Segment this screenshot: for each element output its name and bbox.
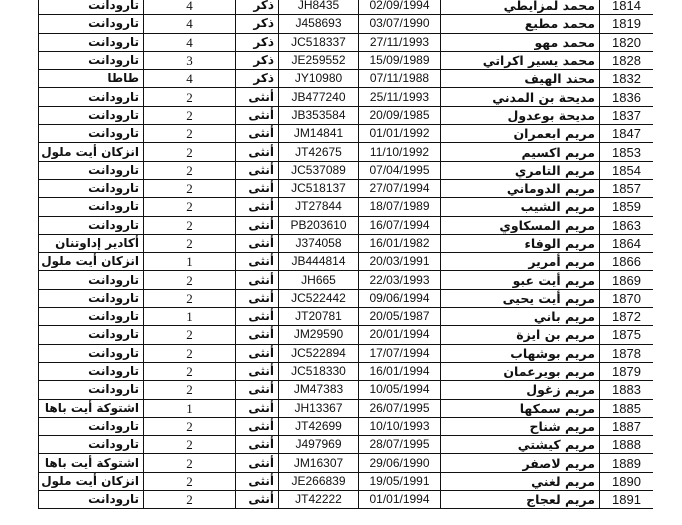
gender-cell: أنثى bbox=[236, 491, 279, 509]
table-row bbox=[39, 491, 654, 509]
table-row bbox=[39, 253, 654, 271]
city-cell: طاطا bbox=[39, 70, 144, 88]
birth-date-cell: 29/06/1990 bbox=[359, 454, 441, 472]
count-cell: 2 bbox=[144, 198, 236, 216]
table-row bbox=[39, 234, 654, 252]
id-number-cell: JH13367 bbox=[279, 399, 359, 417]
name-cell: مريم لعجاج bbox=[441, 491, 600, 509]
count-cell: 2 bbox=[144, 88, 236, 106]
gender-cell: أنثى bbox=[236, 472, 279, 490]
id-number-cell: JE266839 bbox=[279, 472, 359, 490]
name-cell: محمد يسير اكراتي bbox=[441, 51, 600, 69]
birth-date-cell: 01/01/1992 bbox=[359, 125, 441, 143]
gender-cell: أنثى bbox=[236, 106, 279, 124]
row-number-cell: 1832 bbox=[600, 70, 654, 88]
count-cell: 2 bbox=[144, 417, 236, 435]
row-number-cell: 1872 bbox=[600, 308, 654, 326]
name-cell: مريم كيشتي bbox=[441, 436, 600, 454]
table-row bbox=[39, 326, 654, 344]
id-number-cell: JT42699 bbox=[279, 417, 359, 435]
row-number-cell: 1828 bbox=[600, 51, 654, 69]
name-cell: محمد لمزايطي bbox=[441, 0, 600, 15]
id-number-cell: JB477240 bbox=[279, 88, 359, 106]
row-number-cell: 1869 bbox=[600, 271, 654, 289]
city-cell: تارودانت bbox=[39, 15, 144, 33]
table-row bbox=[39, 198, 654, 216]
name-cell: محمد مطيع bbox=[441, 15, 600, 33]
row-number-cell: 1863 bbox=[600, 216, 654, 234]
row-number-cell: 1864 bbox=[600, 234, 654, 252]
birth-date-cell: 01/01/1994 bbox=[359, 491, 441, 509]
name-cell: مريم لغني bbox=[441, 472, 600, 490]
gender-cell: أنثى bbox=[236, 88, 279, 106]
table-row bbox=[39, 381, 654, 399]
row-number-cell: 1879 bbox=[600, 362, 654, 380]
row-number-cell: 1891 bbox=[600, 491, 654, 509]
birth-date-cell: 03/07/1990 bbox=[359, 15, 441, 33]
city-cell: تارودانت bbox=[39, 198, 144, 216]
city-cell: اشتوكة أيت باها bbox=[39, 399, 144, 417]
city-cell: تارودانت bbox=[39, 179, 144, 197]
count-cell: 2 bbox=[144, 436, 236, 454]
table-row bbox=[39, 417, 654, 435]
birth-date-cell: 20/09/1985 bbox=[359, 106, 441, 124]
id-number-cell: JM47383 bbox=[279, 381, 359, 399]
table-row bbox=[39, 399, 654, 417]
id-number-cell: JC518137 bbox=[279, 179, 359, 197]
name-cell: مريم اكسيم bbox=[441, 143, 600, 161]
name-cell: مريم الشيب bbox=[441, 198, 600, 216]
birth-date-cell: 16/01/1982 bbox=[359, 234, 441, 252]
gender-cell: أنثى bbox=[236, 344, 279, 362]
city-cell: تارودانت bbox=[39, 344, 144, 362]
birth-date-cell: 25/11/1993 bbox=[359, 88, 441, 106]
count-cell: 2 bbox=[144, 344, 236, 362]
candidates-table bbox=[38, 0, 653, 509]
name-cell: مريم بويرعمان bbox=[441, 362, 600, 380]
count-cell: 3 bbox=[144, 51, 236, 69]
count-cell: 1 bbox=[144, 399, 236, 417]
count-cell: 2 bbox=[144, 271, 236, 289]
name-cell: محند الهيف bbox=[441, 70, 600, 88]
name-cell: محمد مهو bbox=[441, 33, 600, 51]
gender-cell: أنثى bbox=[236, 234, 279, 252]
city-cell: تارودانت bbox=[39, 33, 144, 51]
row-number-cell: 1819 bbox=[600, 15, 654, 33]
name-cell: مريم سمكها bbox=[441, 399, 600, 417]
id-number-cell: JT27844 bbox=[279, 198, 359, 216]
id-number-cell: JE259552 bbox=[279, 51, 359, 69]
count-cell: 2 bbox=[144, 106, 236, 124]
city-cell: انزكان أيت ملول bbox=[39, 472, 144, 490]
birth-date-cell: 20/01/1994 bbox=[359, 326, 441, 344]
count-cell: 1 bbox=[144, 253, 236, 271]
table-row bbox=[39, 362, 654, 380]
birth-date-cell: 11/10/1992 bbox=[359, 143, 441, 161]
id-number-cell: JC522442 bbox=[279, 289, 359, 307]
name-cell: مريم زغول bbox=[441, 381, 600, 399]
count-cell: 2 bbox=[144, 491, 236, 509]
birth-date-cell: 17/07/1994 bbox=[359, 344, 441, 362]
birth-date-cell: 09/06/1994 bbox=[359, 289, 441, 307]
count-cell: 2 bbox=[144, 143, 236, 161]
count-cell: 4 bbox=[144, 70, 236, 88]
count-cell: 1 bbox=[144, 308, 236, 326]
city-cell: تارودانت bbox=[39, 326, 144, 344]
gender-cell: أنثى bbox=[236, 253, 279, 271]
birth-date-cell: 10/10/1993 bbox=[359, 417, 441, 435]
birth-date-cell: 02/09/1994 bbox=[359, 0, 441, 15]
name-cell: مريم الوفاء bbox=[441, 234, 600, 252]
name-cell: مريم بن ايزة bbox=[441, 326, 600, 344]
birth-date-cell: 20/03/1991 bbox=[359, 253, 441, 271]
table-row bbox=[39, 125, 654, 143]
gender-cell: ذكر bbox=[236, 0, 279, 15]
city-cell: تارودانت bbox=[39, 289, 144, 307]
table-row bbox=[39, 289, 654, 307]
id-number-cell: JM16307 bbox=[279, 454, 359, 472]
row-number-cell: 1836 bbox=[600, 88, 654, 106]
table-row bbox=[39, 454, 654, 472]
gender-cell: ذكر bbox=[236, 70, 279, 88]
birth-date-cell: 07/11/1988 bbox=[359, 70, 441, 88]
id-number-cell: JH665 bbox=[279, 271, 359, 289]
city-cell: تارودانت bbox=[39, 308, 144, 326]
name-cell: مديحة بن المدني bbox=[441, 88, 600, 106]
gender-cell: أنثى bbox=[236, 216, 279, 234]
table-row bbox=[39, 344, 654, 362]
gender-cell: أنثى bbox=[236, 362, 279, 380]
count-cell: 2 bbox=[144, 216, 236, 234]
name-cell: مريم أيت عبو bbox=[441, 271, 600, 289]
row-number-cell: 1870 bbox=[600, 289, 654, 307]
row-number-cell: 1875 bbox=[600, 326, 654, 344]
id-number-cell: JC518337 bbox=[279, 33, 359, 51]
city-cell: تارودانت bbox=[39, 0, 144, 15]
id-number-cell: JT20781 bbox=[279, 308, 359, 326]
city-cell: أكادير إداوتنان bbox=[39, 234, 144, 252]
gender-cell: أنثى bbox=[236, 308, 279, 326]
name-cell: مريم أيت يحيى bbox=[441, 289, 600, 307]
gender-cell: ذكر bbox=[236, 15, 279, 33]
table-row bbox=[39, 88, 654, 106]
name-cell: مريم شناح bbox=[441, 417, 600, 435]
gender-cell: ذكر bbox=[236, 51, 279, 69]
gender-cell: أنثى bbox=[236, 326, 279, 344]
table-row bbox=[39, 70, 654, 88]
birth-date-cell: 22/03/1993 bbox=[359, 271, 441, 289]
table-row bbox=[39, 436, 654, 454]
birth-date-cell: 10/05/1994 bbox=[359, 381, 441, 399]
name-cell: مديحة بوعدول bbox=[441, 106, 600, 124]
city-cell: تارودانت bbox=[39, 417, 144, 435]
id-number-cell: JC522894 bbox=[279, 344, 359, 362]
city-cell: تارودانت bbox=[39, 88, 144, 106]
row-number-cell: 1890 bbox=[600, 472, 654, 490]
name-cell: مريم التامري bbox=[441, 161, 600, 179]
table-row bbox=[39, 33, 654, 51]
city-cell: تارودانت bbox=[39, 362, 144, 380]
gender-cell: ذكر bbox=[236, 33, 279, 51]
birth-date-cell: 28/07/1995 bbox=[359, 436, 441, 454]
row-number-cell: 1887 bbox=[600, 417, 654, 435]
id-number-cell: JH8435 bbox=[279, 0, 359, 15]
count-cell: 4 bbox=[144, 0, 236, 15]
table-row bbox=[39, 161, 654, 179]
count-cell: 2 bbox=[144, 326, 236, 344]
id-number-cell: JY10980 bbox=[279, 70, 359, 88]
count-cell: 2 bbox=[144, 472, 236, 490]
id-number-cell: JB444814 bbox=[279, 253, 359, 271]
table-row bbox=[39, 472, 654, 490]
id-number-cell: J458693 bbox=[279, 15, 359, 33]
gender-cell: أنثى bbox=[236, 436, 279, 454]
count-cell: 2 bbox=[144, 362, 236, 380]
birth-date-cell: 15/09/1989 bbox=[359, 51, 441, 69]
count-cell: 4 bbox=[144, 33, 236, 51]
id-number-cell: JT42675 bbox=[279, 143, 359, 161]
birth-date-cell: 19/05/1991 bbox=[359, 472, 441, 490]
city-cell: تارودانت bbox=[39, 106, 144, 124]
birth-date-cell: 07/04/1995 bbox=[359, 161, 441, 179]
id-number-cell: J374058 bbox=[279, 234, 359, 252]
gender-cell: أنثى bbox=[236, 161, 279, 179]
birth-date-cell: 27/07/1994 bbox=[359, 179, 441, 197]
table-row bbox=[39, 0, 654, 15]
table-row bbox=[39, 308, 654, 326]
birth-date-cell: 26/07/1995 bbox=[359, 399, 441, 417]
city-cell: تارودانت bbox=[39, 216, 144, 234]
city-cell: تارودانت bbox=[39, 161, 144, 179]
count-cell: 2 bbox=[144, 179, 236, 197]
row-number-cell: 1857 bbox=[600, 179, 654, 197]
count-cell: 2 bbox=[144, 289, 236, 307]
table-row bbox=[39, 179, 654, 197]
name-cell: مريم أمرير bbox=[441, 253, 600, 271]
count-cell: 2 bbox=[144, 454, 236, 472]
gender-cell: أنثى bbox=[236, 399, 279, 417]
table-row bbox=[39, 106, 654, 124]
row-number-cell: 1889 bbox=[600, 454, 654, 472]
row-number-cell: 1888 bbox=[600, 436, 654, 454]
gender-cell: أنثى bbox=[236, 417, 279, 435]
id-number-cell: J497969 bbox=[279, 436, 359, 454]
count-cell: 2 bbox=[144, 381, 236, 399]
gender-cell: أنثى bbox=[236, 454, 279, 472]
row-number-cell: 1885 bbox=[600, 399, 654, 417]
count-cell: 2 bbox=[144, 234, 236, 252]
count-cell: 2 bbox=[144, 125, 236, 143]
birth-date-cell: 18/07/1989 bbox=[359, 198, 441, 216]
birth-date-cell: 20/05/1987 bbox=[359, 308, 441, 326]
city-cell: تارودانت bbox=[39, 271, 144, 289]
gender-cell: أنثى bbox=[236, 289, 279, 307]
city-cell: تارودانت bbox=[39, 125, 144, 143]
birth-date-cell: 27/11/1993 bbox=[359, 33, 441, 51]
table-row bbox=[39, 15, 654, 33]
gender-cell: أنثى bbox=[236, 143, 279, 161]
table-row bbox=[39, 143, 654, 161]
id-number-cell: JB353584 bbox=[279, 106, 359, 124]
gender-cell: أنثى bbox=[236, 271, 279, 289]
name-cell: مريم بوشهاب bbox=[441, 344, 600, 362]
birth-date-cell: 16/01/1994 bbox=[359, 362, 441, 380]
row-number-cell: 1853 bbox=[600, 143, 654, 161]
city-cell: تارودانت bbox=[39, 436, 144, 454]
name-cell: مريم ابعمران bbox=[441, 125, 600, 143]
city-cell: اشتوكة أيت باها bbox=[39, 454, 144, 472]
gender-cell: أنثى bbox=[236, 125, 279, 143]
gender-cell: أنثى bbox=[236, 381, 279, 399]
row-number-cell: 1837 bbox=[600, 106, 654, 124]
city-cell: تارودانت bbox=[39, 491, 144, 509]
id-number-cell: JC518330 bbox=[279, 362, 359, 380]
row-number-cell: 1859 bbox=[600, 198, 654, 216]
id-number-cell: PB203610 bbox=[279, 216, 359, 234]
gender-cell: أنثى bbox=[236, 198, 279, 216]
row-number-cell: 1878 bbox=[600, 344, 654, 362]
name-cell: مريم لاصفر bbox=[441, 454, 600, 472]
table-row bbox=[39, 271, 654, 289]
city-cell: انزكان أيت ملول bbox=[39, 253, 144, 271]
id-number-cell: JC537089 bbox=[279, 161, 359, 179]
id-number-cell: JT42222 bbox=[279, 491, 359, 509]
id-number-cell: JM29590 bbox=[279, 326, 359, 344]
table-row bbox=[39, 51, 654, 69]
name-cell: مريم باني bbox=[441, 308, 600, 326]
birth-date-cell: 16/07/1994 bbox=[359, 216, 441, 234]
row-number-cell: 1814 bbox=[600, 0, 654, 15]
count-cell: 4 bbox=[144, 15, 236, 33]
city-cell: تارودانت bbox=[39, 51, 144, 69]
row-number-cell: 1883 bbox=[600, 381, 654, 399]
row-number-cell: 1820 bbox=[600, 33, 654, 51]
row-number-cell: 1866 bbox=[600, 253, 654, 271]
table-row bbox=[39, 216, 654, 234]
table-body bbox=[39, 0, 654, 509]
name-cell: مريم الدوماني bbox=[441, 179, 600, 197]
gender-cell: أنثى bbox=[236, 179, 279, 197]
city-cell: انزكان أيت ملول bbox=[39, 143, 144, 161]
city-cell: تارودانت bbox=[39, 381, 144, 399]
id-number-cell: JM14841 bbox=[279, 125, 359, 143]
count-cell: 2 bbox=[144, 161, 236, 179]
name-cell: مريم المسكاوي bbox=[441, 216, 600, 234]
document-sheet bbox=[38, 0, 653, 525]
row-number-cell: 1854 bbox=[600, 161, 654, 179]
row-number-cell: 1847 bbox=[600, 125, 654, 143]
